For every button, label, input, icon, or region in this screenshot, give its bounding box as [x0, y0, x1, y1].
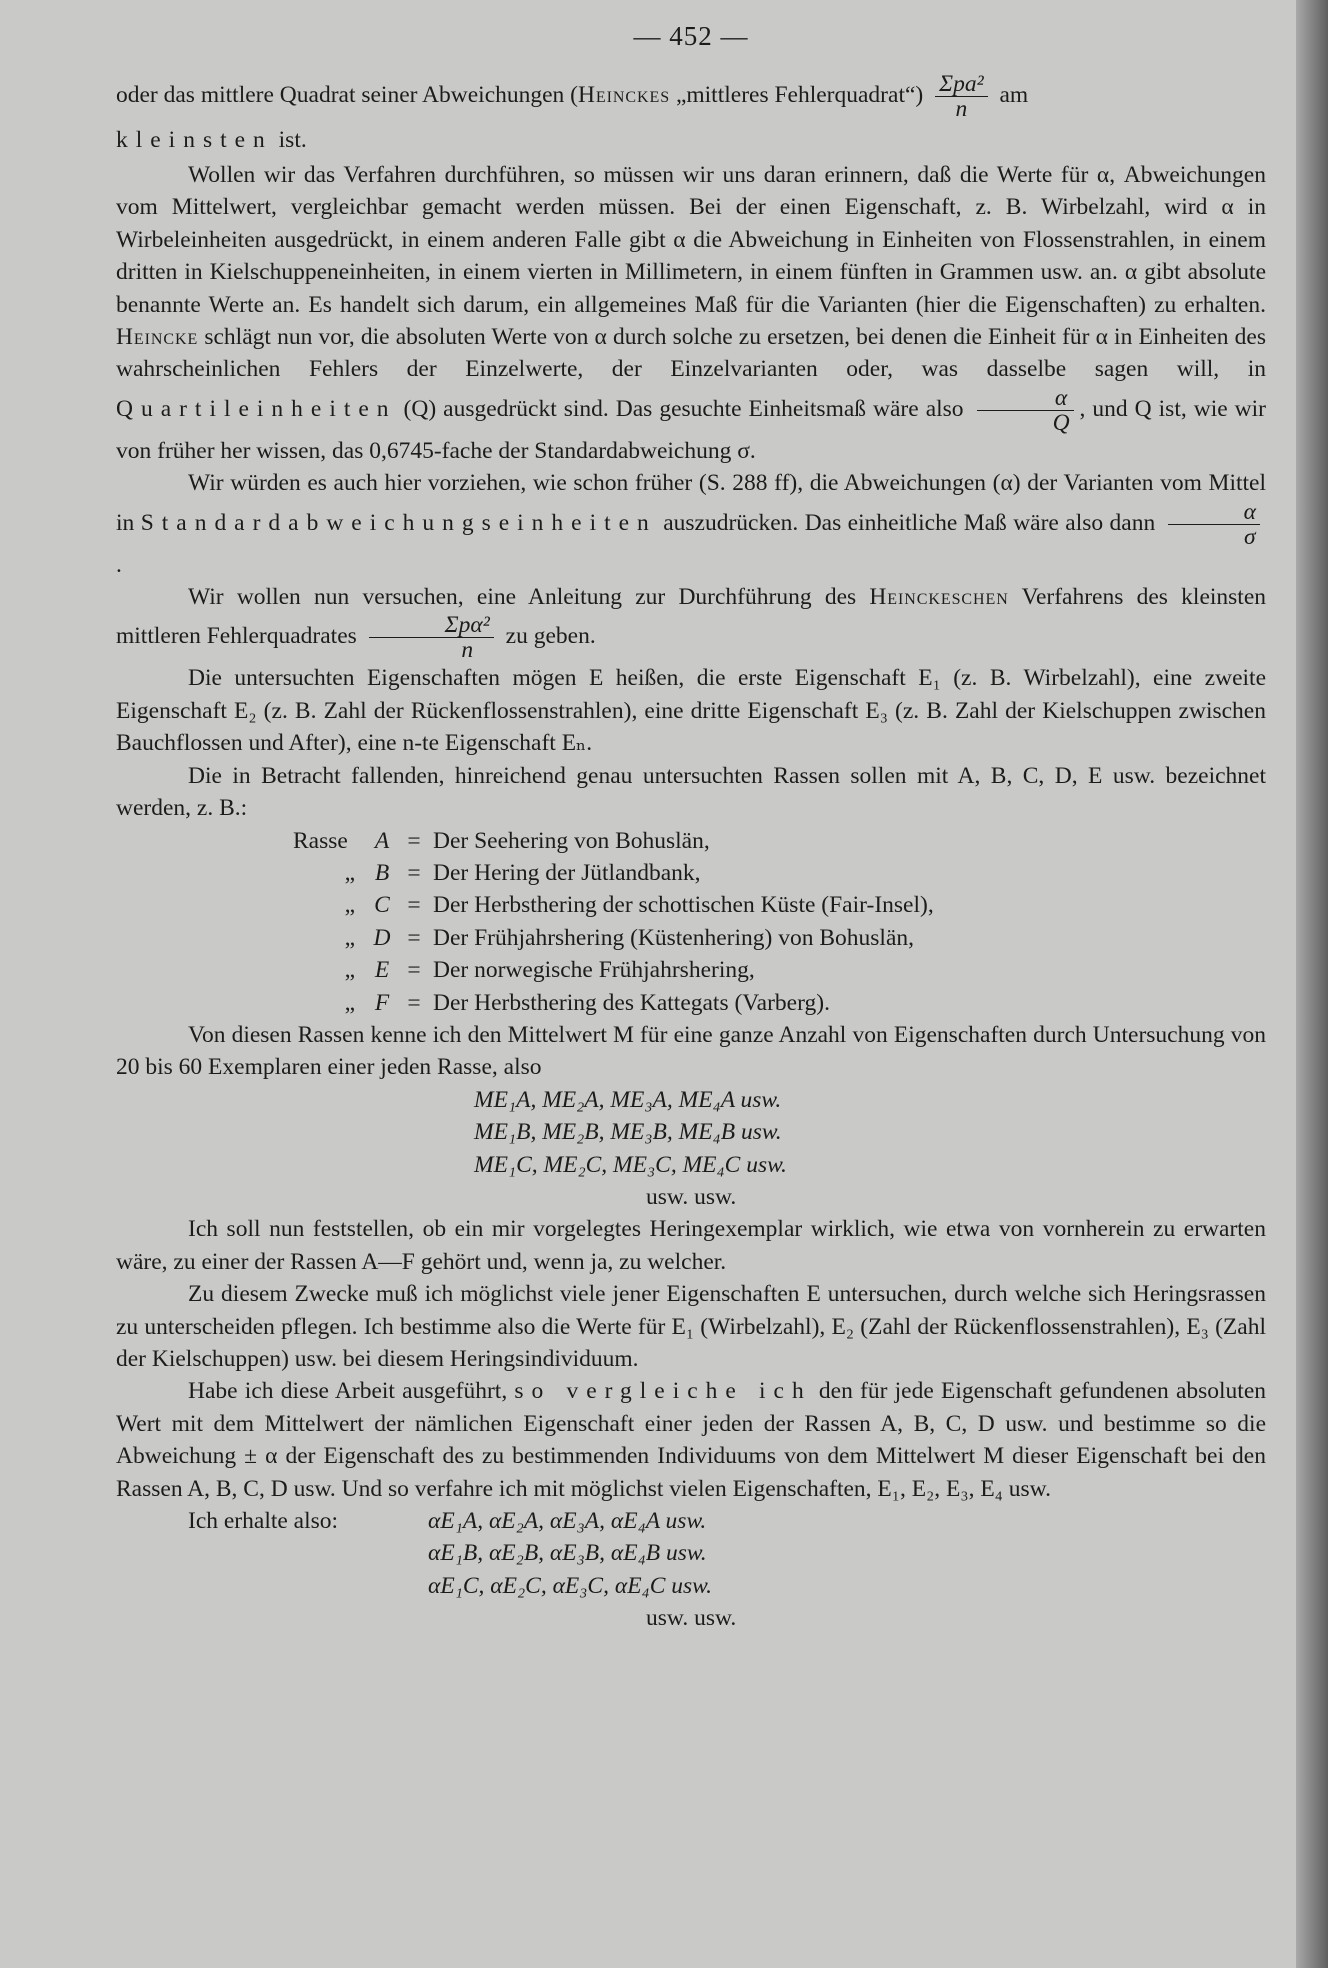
race-letter: F — [374, 989, 390, 1016]
fraction-denominator: Q — [1052, 409, 1070, 436]
continuation-line: usw. usw. — [646, 1183, 737, 1210]
text-run: ist. — [272, 127, 307, 153]
paragraph-5: Die untersuchten Eigenschaften mögen E heißen, die erste Eigenschaft E₁ (z. B. Wirbelzahl), eine zweite Eigenschaft E₂ (z. B. Zahl der Rückenflossenstrahlen), eine dritte Eigenschaft E₃ (z. B. Zahl der Kielschuppen zwischen Bauchflossen und After), eine n-te Eigenschaft Eₙ. — [116, 665, 1266, 757]
formula-line: ME₁B, ME₂B, ME₃B, ME₄B usw. — [474, 1119, 782, 1146]
race-description: Der norwegische Frühjahrshering, — [433, 957, 755, 984]
page-number: — 452 — — [633, 21, 749, 51]
text-run: Wollen wir das Verfahren durchführen, so müssen wir uns daran erinnern, daß die Werte für α, Abweichungen vom Mittelwert, vergleichbar gemacht werden müssen. Bei der einen Eigenschaft, z. B. Wirbelzahl, wird α in Wirbeleinheiten ausgedrückt, in einem anderen Falle gibt α die Abweichung in Einheiten von Flossenstrahlen, in einem dritten in Kielschuppeneinheiten, in einem vierten in Millimetern, in einem fünften in Grammen usw. an. α gibt absolute benannte Werte an. Es handelt sich darum, ein allgemeines Maß für die Varianten (hier die Eigenschaften) zu erhalten. — [116, 162, 1266, 318]
race-description: Der Herbsthering der schottischen Küste (Fair-Insel), — [433, 892, 934, 919]
race-prefix: „ — [344, 859, 355, 886]
text-run: . — [116, 551, 122, 578]
author-name: Heinckes — [578, 81, 671, 108]
race-description: Der Herbsthering des Kattegats (Varberg). — [433, 989, 830, 1016]
fraction-numerator: Σpα² — [444, 612, 490, 639]
lead-in-label: Ich erhalte also: — [188, 1508, 339, 1535]
text-run: oder das mittlere Quadrat seiner Abweichungen ( — [116, 81, 579, 108]
paragraph-10 — [116, 1375, 1266, 1505]
author-name: Heincke — [116, 324, 199, 351]
text-run: am — [993, 81, 1029, 108]
page-content — [116, 12, 1266, 1635]
formula-line: αE₁C, αE₂C, αE₃C, αE₄C usw. — [428, 1572, 712, 1599]
fraction-alpha-over-sigma — [1168, 500, 1260, 549]
fraction-denominator: σ — [1244, 523, 1256, 550]
race-description: Der Seehering von Bohuslän, — [433, 827, 710, 854]
author-name: Heinckeschen — [869, 584, 1009, 611]
race-row — [293, 889, 1266, 921]
text-run: auszudrücken. Das einheitliche Maß wäre also dann — [656, 509, 1156, 536]
continuation-line: usw. usw. — [646, 1605, 737, 1632]
formula-line: αE₁A, αE₂A, αE₃A, αE₄A usw. — [428, 1508, 707, 1535]
text-run: schlägt nun vor, die absoluten Werte von α durch solche zu ersetzen, bei denen die Einheit für α in Einheiten des wahrscheinlichen Fehlers der Einzelwerte, der Einzelvarianten oder, was dasselbe sagen will, in — [116, 324, 1266, 383]
fraction-alpha-over-q — [977, 386, 1074, 435]
mean-values-row — [474, 1084, 1266, 1116]
fraction-denominator: n — [955, 96, 968, 122]
paragraph-7: Von diesen Rassen kenne ich den Mittelwert M für eine ganze Anzahl von Eigenschaften durch Untersuchung von 20 bis 60 Exemplaren einer jeden Rasse, also — [116, 1021, 1266, 1081]
text-run: , und Q ist, wie wir von früher her wissen, das 0,6745-fache der Standardabweichung σ. — [116, 395, 1266, 464]
race-row — [293, 922, 1266, 954]
page-edge-shadow — [1296, 0, 1328, 1968]
fraction-sum-palpha2-over-n — [369, 613, 494, 662]
race-letter: A — [374, 827, 390, 854]
paragraph-6: Die in Betracht fallenden, hinreichend genau untersuchten Rassen sollen mit A, B, C, D, E usw. bezeichnet werden, z. B.: — [116, 762, 1266, 822]
race-prefix: „ — [344, 989, 355, 1016]
race-prefix: „ — [344, 892, 355, 919]
text-run: zu geben. — [499, 623, 596, 650]
deviation-values-row — [116, 1505, 1266, 1537]
paragraph-1 — [116, 72, 1266, 159]
race-letter: B — [374, 859, 390, 886]
mean-values-row — [474, 1116, 1266, 1148]
text-run: Wir würden es auch hier vorziehen, wie schon früher (S. 288 ff), die Abweichungen (α) der Varianten vom Mittel in — [116, 470, 1266, 536]
paragraph-4 — [116, 581, 1266, 662]
race-description: Der Hering der Jütlandbank, — [433, 859, 701, 886]
race-letter: D — [373, 924, 391, 951]
paragraph-2 — [116, 159, 1266, 467]
spaced-emphasis: kleinsten — [116, 127, 273, 153]
paragraph-9: Zu diesem Zwecke muß ich möglichst viele jener Eigenschaften E untersuchen, durch welche sich Heringsrassen zu unterscheiden pflegen. Ich bestimme also die Werte für E₁ (Wirbelzahl), E₂ (Zahl der Rückenflossenstrahlen), E₃ (Zahl der Kielschuppen) usw. bei diesem Heringsindividuum. — [116, 1281, 1266, 1372]
formula-line: αE₁B, αE₂B, αE₃B, αE₄B usw. — [428, 1540, 707, 1567]
race-letter: C — [374, 892, 390, 919]
spaced-emphasis: Quartileinheiten — [116, 395, 397, 422]
race-row — [293, 857, 1266, 889]
race-row — [293, 825, 1266, 857]
equals-sign: = — [407, 859, 421, 886]
race-letter: E — [374, 957, 390, 984]
race-row — [293, 954, 1266, 986]
race-prefix: Rasse — [293, 827, 348, 854]
text-run: Habe ich diese Arbeit ausgeführt, — [188, 1378, 508, 1405]
equals-sign: = — [407, 827, 421, 854]
fraction-sum-pa2-over-n — [935, 72, 988, 121]
spaced-emphasis: so vergleiche ich — [514, 1378, 812, 1405]
spaced-emphasis: Standardabweichungseinheiten — [140, 509, 657, 536]
fraction-numerator: Σpa² — [939, 71, 984, 97]
formula-line: ME₁C, ME₂C, ME₃C, ME₄C usw. — [474, 1151, 787, 1178]
text-run: den für jede Eigenschaft gefundenen absoluten Wert mit dem Mittelwert der nämlichen Eigenschaft einer jeden der Rassen A, B, C, D usw. und bestimme so die Abweichung ± α der Eigenschaft des zu bestimmenden Individuums von dem Mittelwert M dieser Eigenschaft bei den Rassen A, B, C, D usw. Und so verfahre ich mit möglichst vielen Eigenschaften, E₁, E₂, E₃, E₄ usw. — [116, 1378, 1267, 1502]
mean-values-list — [116, 1084, 1266, 1214]
race-description: Der Frühjahrshering (Küstenhering) von Bohuslän, — [433, 924, 915, 951]
deviation-values-block — [116, 1505, 1266, 1635]
paragraph-8: Ich soll nun feststellen, ob ein mir vorgelegtes Heringexemplar wirklich, wie etwa von vornherein zu erwarten wäre, zu einer der Rassen A—F gehört und, wenn ja, zu welcher. — [116, 1216, 1266, 1275]
paragraph-3 — [116, 467, 1266, 581]
race-prefix: „ — [344, 957, 355, 984]
race-list — [116, 825, 1266, 1019]
equals-sign: = — [407, 924, 421, 951]
equals-sign: = — [407, 957, 421, 984]
equals-sign: = — [407, 892, 421, 919]
mean-values-row — [474, 1149, 1266, 1181]
text-run: „mittleres Fehlerquadrat“) — [670, 81, 924, 108]
deviation-values-row — [116, 1537, 1266, 1569]
deviation-values-row — [116, 1570, 1266, 1602]
race-prefix: „ — [344, 924, 355, 951]
equals-sign: = — [407, 989, 421, 1016]
text-run: Verfahrens des kleinsten mittleren Fehlerquadrates — [116, 584, 1267, 650]
fraction-numerator: α — [1054, 384, 1068, 411]
text-run: (Q) ausgedrückt sind. Das gesuchte Einheitsmaß wäre also — [396, 395, 964, 422]
formula-line: ME₁A, ME₂A, ME₃A, ME₄A usw. — [474, 1086, 782, 1113]
fraction-numerator: α — [1243, 498, 1256, 525]
fraction-denominator: n — [461, 637, 474, 664]
race-row — [293, 987, 1266, 1019]
text-run: Wir wollen nun versuchen, eine Anleitung zur Durchführung des — [188, 584, 857, 611]
